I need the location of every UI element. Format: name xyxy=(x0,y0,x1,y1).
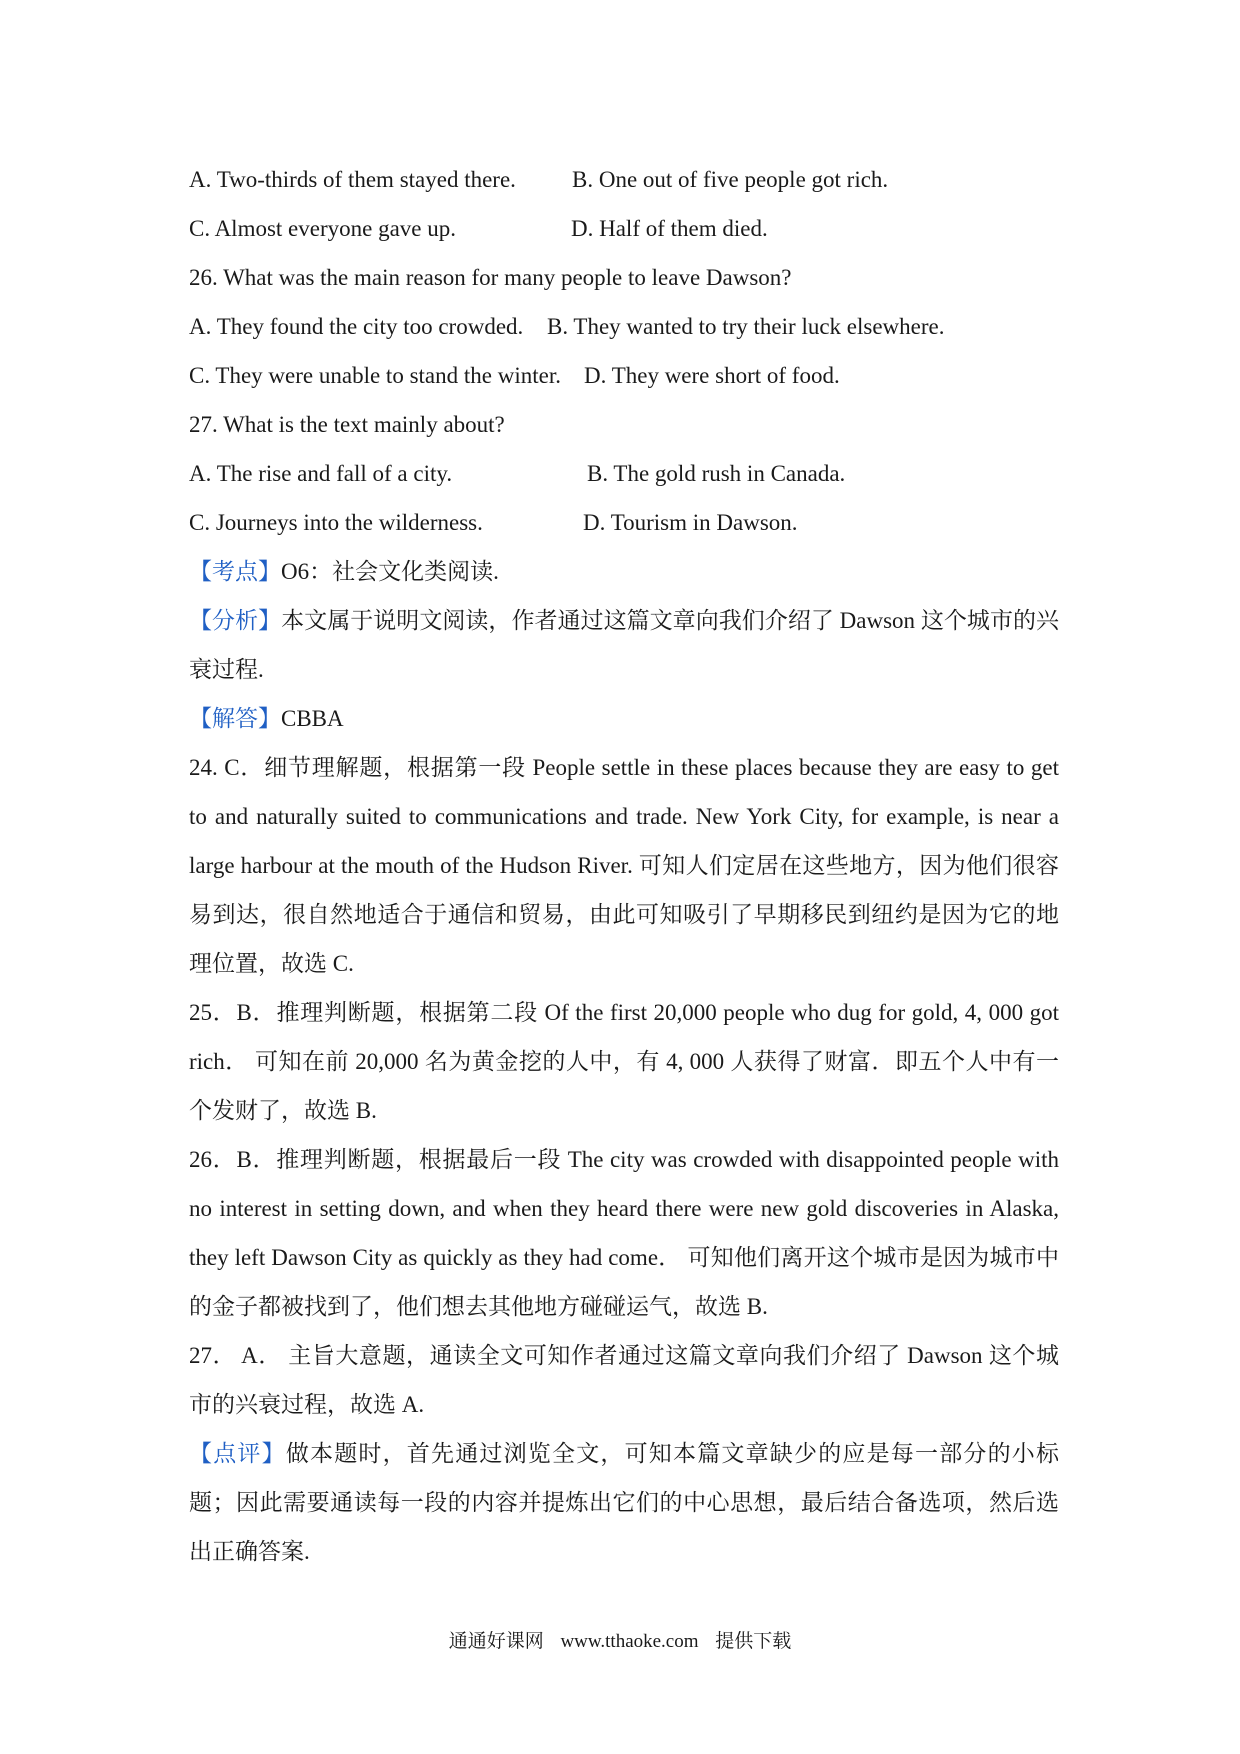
q27-option-a: A. The rise and fall of a city. xyxy=(189,461,453,486)
q25-option-a: A. Two-thirds of them stayed there. xyxy=(189,167,516,192)
kaodian-text: O6：社会文化类阅读. xyxy=(281,559,499,584)
fenxi-text: 本文属于说明文阅读，作者通过这篇文章向我们介绍了 Dawson 这个城市的兴衰过程. xyxy=(189,608,1060,682)
q26-options-row-2 xyxy=(189,351,1059,400)
explanation-27: 27． A． 主旨大意题，通读全文可知作者通过这篇文章向我们介绍了 Dawson 这个城市的兴衰过程，故选 A. xyxy=(189,1343,1059,1417)
q27-options-row-2 xyxy=(189,498,1059,547)
footer-url: www.tthaoke.com xyxy=(560,1631,699,1652)
dianping-tag: 【点评】 xyxy=(189,1441,286,1466)
jieda-text: CBBA xyxy=(281,706,344,731)
fenxi-tag: 【分析】 xyxy=(189,608,282,633)
explanation-24: 24. C．细节理解题，根据第一段 People settle in these places because they are easy to get to and naturally suited to communications and trade. New York City, for example, is near a large harbour at the mouth of the Hudson River. 可知人们定居在这些地方，因为他们很容易到达，很自然地适合于通信和贸易，由此可知吸引了早期移民到纽约是因为它的地理位置，故选 C. xyxy=(189,755,1059,976)
q26-option-a: A. They found the city too crowded. xyxy=(189,314,524,339)
q25-option-c: C. Almost everyone gave up. xyxy=(189,216,457,241)
q26-question: 26. What was the main reason for many people to leave Dawson? xyxy=(189,265,792,290)
footer-note: 提供下载 xyxy=(715,1631,792,1652)
q25-option-b: B. One out of five people got rich. xyxy=(572,167,889,192)
q27-option-d: D. Tourism in Dawson. xyxy=(583,510,798,535)
kaodian-section xyxy=(189,547,1059,596)
q26-options-row-1 xyxy=(189,302,1059,351)
q25-options-row-2 xyxy=(189,204,1059,253)
q27-options-row-1 xyxy=(189,449,1059,498)
dianping-section xyxy=(189,1429,1059,1576)
q25-option-d: D. Half of them died. xyxy=(571,216,768,241)
q25-options-row-1 xyxy=(189,155,1059,204)
q26-option-d: D. They were short of food. xyxy=(584,363,840,388)
jieda-section xyxy=(189,694,1059,743)
document-body xyxy=(189,155,1059,1576)
q26-option-c: C. They were unable to stand the winter. xyxy=(189,363,561,388)
jieda-tag: 【解答】 xyxy=(189,706,281,731)
footer-site-name: 通通好课网 xyxy=(448,1631,544,1652)
explanation-26: 26．B．推理判断题，根据最后一段 The city was crowded with disappointed people with no interest in setting down, and when they heard there were new gold discoveries in Alaska, they left Dawson City as quickly as they had come． 可知他们离开这个城市是因为城市中的金子都被找到了，他们想去其他地方碰碰运气，故选 B. xyxy=(189,1147,1059,1319)
page-footer xyxy=(0,1628,1240,1656)
dianping-text: 做本题时，首先通过浏览全文，可知本篇文章缺少的应是每一部分的小标题；因此需要通读每一段的内容并提炼出它们的中心思想，最后结合备选项，然后选出正确答案. xyxy=(189,1441,1060,1564)
explanation-25: 25．B．推理判断题，根据第二段 Of the first 20,000 people who dug for gold, 4, 000 got rich． 可知在前 20,000 名为黄金挖的人中，有 4, 000 人获得了财富．即五个人中有一个发财了，故选 B. xyxy=(189,1000,1059,1123)
fenxi-section xyxy=(189,596,1059,694)
kaodian-tag: 【考点】 xyxy=(189,559,281,584)
q27-option-b: B. The gold rush in Canada. xyxy=(587,461,846,486)
q27-option-c: C. Journeys into the wilderness. xyxy=(189,510,483,535)
q26-option-b: B. They wanted to try their luck elsewhere. xyxy=(547,314,945,339)
q27-question: 27. What is the text mainly about? xyxy=(189,412,505,437)
